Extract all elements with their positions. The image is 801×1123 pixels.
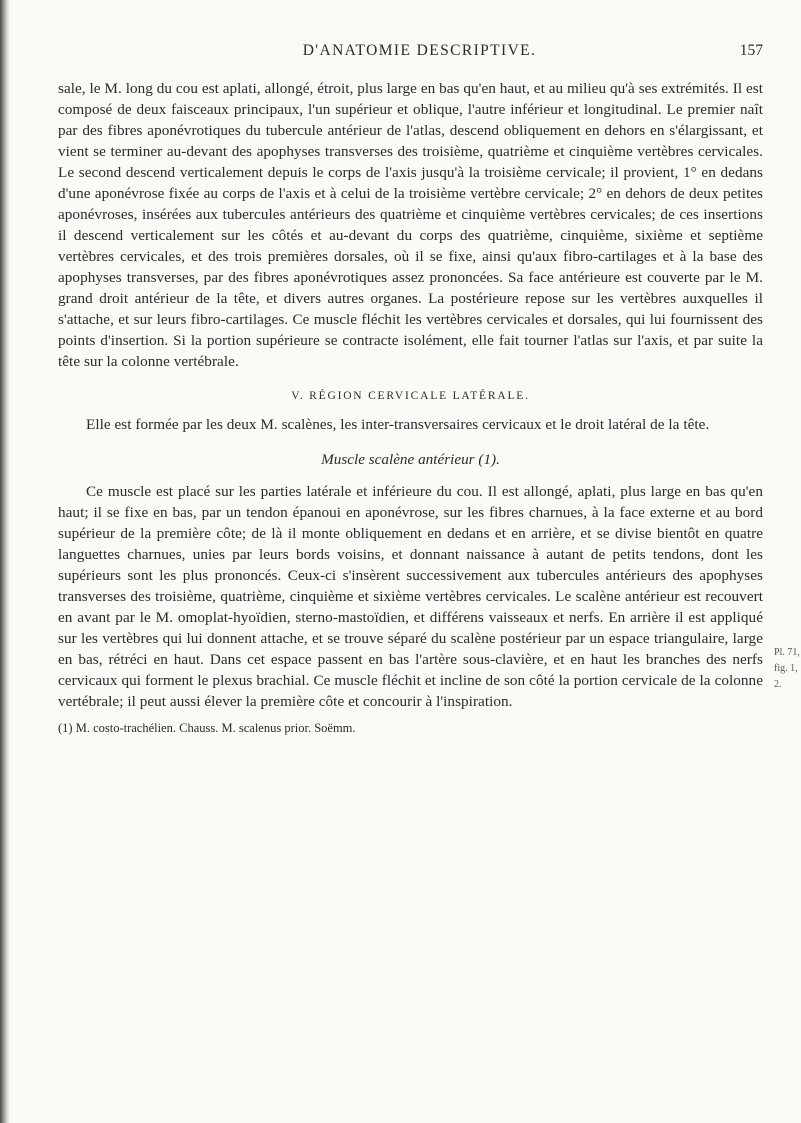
paragraph-longus-colli: sale, le M. long du cou est aplati, allongé, étroit, plus large en bas qu'en haut, et au milieu qu'à ses extrémités. Il est composé de deux faisceaux principaux, l'un supérieur et oblique, l'autre inférieur et longitudinal. Le premier naît par des fibres aponévrotiques du tubercule antérieur de l'atlas, descend obliquement en dehors en s'élargissant, et vient se terminer au-devant des apophyses transverses des troisième, quatrième et cinquième vertèbres cervicales. Le second descend verticalement depuis le corps de l'axis jusqu'à la troisième cervicale; il provient, 1° en dedans d'une aponévrose fixée au corps de l'axis et à celui de la troisième vertèbre cervicale; 2° en dehors de deux petites aponévroses, insérées aux tubercules antérieurs des quatrième et cinquième vertèbres cervicales; de ces insertions il descend verticalement sur les côtés et au-devant du corps des quatrième, cinquième, sixième et septième vertèbres cervicales, et des trois premières dorsales, où il se fixe, ainsi qu'aux fibro-cartilages et à la base des apophyses transverses, par des fibres aponévrotiques assez prononcées. Sa face antérieure est couverte par le M. grand droit antérieur de la tête, et divers autres organes. La postérieure repose sur les vertèbres auxquelles il s'attache, et sur leurs fibro-cartilages. Ce muscle fléchit les vertèbres cervicales et dorsales, qui lui fournissent des points d'insertion. Si la portion supérieure se contracte isolément, elle fait tourner l'atlas sur l'axis, et par suite la tête sur la colonne vertébrale. (58, 80, 763, 370)
section-heading: V. RÉGION CERVICALE LATÉRALE. (291, 390, 530, 402)
running-title: D'ANATOMIE DESCRIPTIVE. (302, 42, 537, 59)
margin-note-plate-reference (774, 645, 801, 693)
footnote: (1) M. costo-trachélien. Chauss. M. scalenus prior. Soëmm. (58, 721, 356, 735)
section-intro: Elle est formée par les deux M. scalènes, les inter-transversaires cervicaux et le droit latéral de la tête. (86, 416, 710, 433)
paragraph-scalene-anterior: Ce muscle est placé sur les parties latérale et inférieure du cou. Il est allongé, aplati, plus large en bas qu'en haut; il se fixe en bas, par un tendon épanoui en aponévrose, sur les fibres charnues, à la face externe et au bord supérieur de la première côte; de là il monte obliquement en dedans et en arrière, et se divise bientôt en quatre languettes charnues, unies par leurs bords voisins, et donnant naissance à autant de petits tendons, dont les supérieurs sont les plus prononcés. Ceux-ci s'insèrent successivement aux tubercules antérieurs des apophyses transverses des troisième, quatrième, cinquième et sixième vertèbres cervicales. Le scalène antérieur est recouvert en avant par le M. omoplat-hyoïdien, sterno-mastoïdien, et différens vaisseaux et nerfs. En arrière il est appliqué sur les vertèbres qui lui donnent attache, et se trouve séparé du scalène postérieur par un espace triangulaire, large en bas, rétréci en haut. Dans cet espace passent en bas l'artère sous-clavière, et en haut les branches des nerfs cervicaux qui forment le plexus brachial. Ce muscle fléchit et incline de son côté la portion cervicale de la colonne vertébrale; il peut aussi élever la première côte et concourir à l'inspiration. (58, 483, 763, 710)
muscle-heading: Muscle scalène antérieur (1). (321, 451, 500, 468)
running-head (58, 42, 763, 64)
body-text (58, 78, 763, 736)
margin-note-line: Pl. 71, fig. 1, (774, 647, 800, 674)
margin-note-line: 2. (774, 679, 782, 690)
page-number: 157 (739, 42, 763, 59)
